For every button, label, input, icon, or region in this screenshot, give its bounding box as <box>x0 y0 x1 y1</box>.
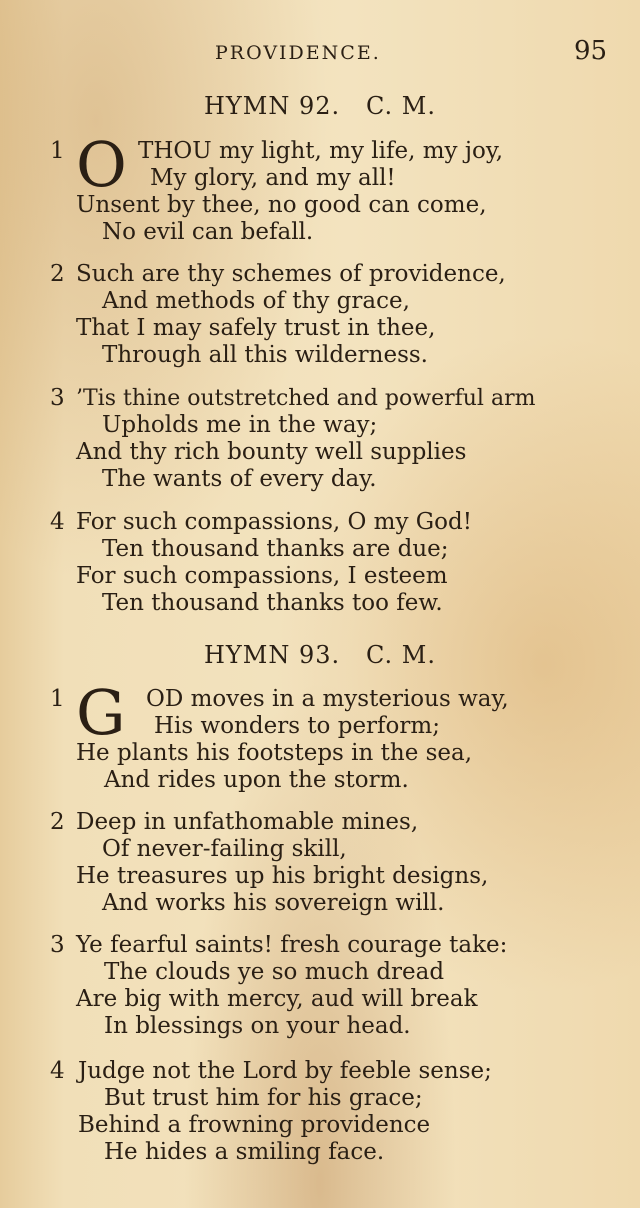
verse-line: The wants of every day. <box>102 466 377 492</box>
verse-line: And works his sovereign will. <box>102 890 445 916</box>
verse-line: Judge not the Lord by feeble sense; <box>78 1058 492 1084</box>
drop-cap: G <box>76 676 126 749</box>
verse-line: Deep in unfathomable mines, <box>76 809 419 835</box>
verse-line: OD moves in a mysterious way, <box>146 686 509 712</box>
verse-line: Are big with mercy, aud will break <box>76 986 478 1012</box>
verse-line: He plants his footsteps in the sea, <box>76 740 473 766</box>
verse-line: For such compassions, I esteem <box>76 563 448 589</box>
verse-line: But trust him for his grace; <box>104 1085 423 1111</box>
verse-line: Of never-failing skill, <box>102 836 347 862</box>
verse-line: And rides upon the storm. <box>104 767 409 793</box>
hymn-number: HYMN 93. <box>203 641 341 669</box>
hymn-meter: C. M. <box>366 641 436 669</box>
running-head-title: PROVIDENCE. <box>215 42 381 64</box>
verse-line: That I may safely trust in thee, <box>76 315 436 341</box>
verse-number: 2 <box>50 809 65 835</box>
verse-line: He treasures up his bright designs, <box>76 863 489 889</box>
verse-number: 1 <box>50 686 65 712</box>
verse-line: He hides a smiling face. <box>104 1139 385 1165</box>
verse-number: 3 <box>50 385 65 411</box>
verse-number: 2 <box>50 261 65 287</box>
verse-line: Ten thousand thanks too few. <box>102 590 443 616</box>
verse-line: Ten thousand thanks are due; <box>102 536 449 562</box>
verse-number: 1 <box>50 138 65 164</box>
drop-cap: O <box>76 128 127 201</box>
verse-line: For such compassions, O my God! <box>76 509 472 535</box>
verse-line: Ye fearful saints! fresh courage take: <box>76 932 508 958</box>
verse-line: My glory, and my all! <box>150 165 396 191</box>
verse-line: His wonders to perform; <box>154 713 440 739</box>
hymn-number: HYMN 92. <box>203 92 341 120</box>
verse-line: ’Tis thine outstretched and powerful arm <box>76 386 536 411</box>
verse-line: And methods of thy grace, <box>102 288 410 314</box>
hymn-title <box>0 92 640 120</box>
verse-line: No evil can befall. <box>102 219 314 245</box>
verse-line: In blessings on your head. <box>104 1013 411 1039</box>
verse-number: 3 <box>50 932 65 958</box>
page-number: 95 <box>574 36 608 66</box>
verse-line: Behind a frowning providence <box>78 1112 431 1138</box>
verse-line: And thy rich bounty well supplies <box>76 439 467 465</box>
verse-line: Upholds me in the way; <box>102 412 378 438</box>
verse-line: THOU my light, my life, my joy, <box>138 138 504 164</box>
hymn-title <box>0 641 640 669</box>
verse-line: Such are thy schemes of providence, <box>76 261 506 287</box>
hymn-meter: C. M. <box>366 92 436 120</box>
verse-line: Through all this wilderness. <box>102 342 428 368</box>
running-head <box>0 36 640 66</box>
verse-number: 4 <box>50 1058 65 1084</box>
verse-line: The clouds ye so much dread <box>104 959 445 985</box>
verse-line: Unsent by thee, no good can come, <box>76 192 487 218</box>
verse-number: 4 <box>50 509 65 535</box>
